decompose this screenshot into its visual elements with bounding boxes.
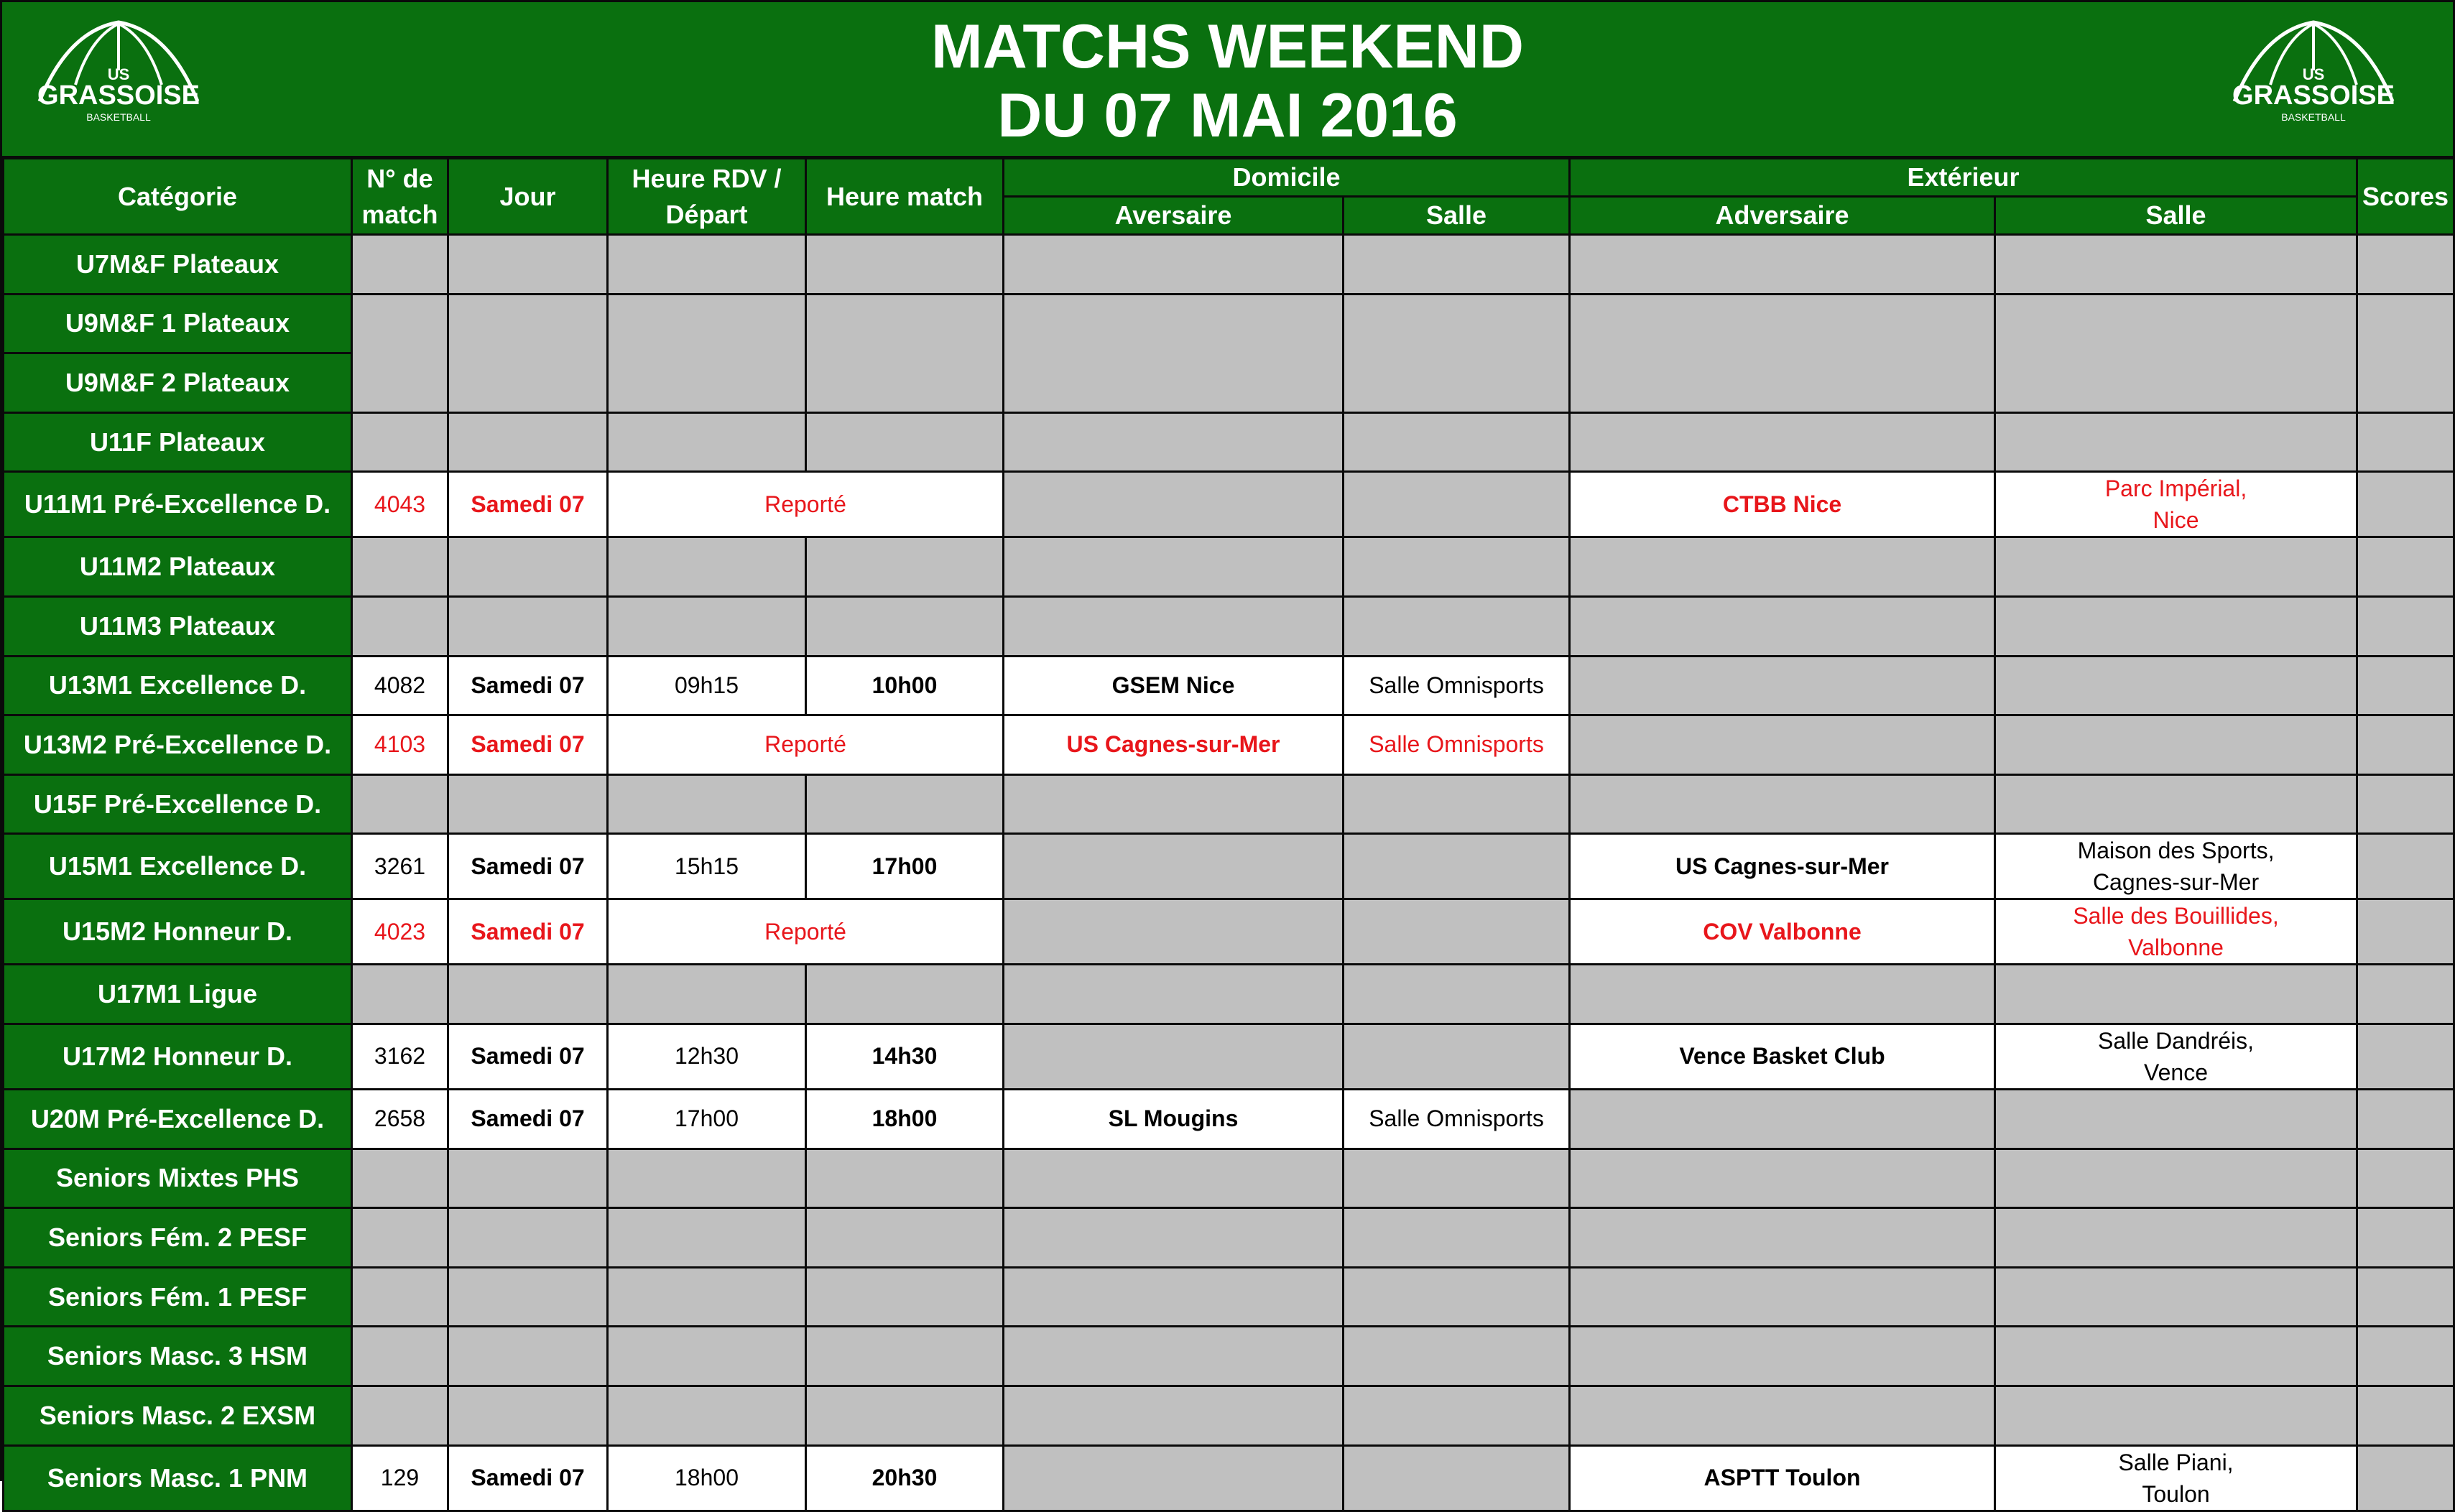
away-opponent-cell [1570, 1089, 1995, 1149]
away-venue-cell [1995, 1149, 2357, 1208]
away-venue-cell [1995, 715, 2357, 775]
match-number-cell [352, 1327, 448, 1386]
match-time-cell [806, 412, 1004, 472]
home-venue-cell: Salle Omnisports [1344, 656, 1570, 715]
category-cell: U13M2 Pré-Excellence D. [4, 715, 352, 775]
table-row [4, 596, 2454, 656]
home-venue-cell [1344, 235, 1570, 294]
svg-text:US: US [107, 65, 130, 83]
match-time-cell [806, 294, 1004, 412]
score-cell [2357, 294, 2454, 412]
home-venue-cell [1344, 596, 1570, 656]
home-opponent-cell [1004, 1149, 1344, 1208]
away-venue-cell [1995, 965, 2357, 1024]
match-number-cell [352, 294, 448, 412]
away-venue-cell [1995, 412, 2357, 472]
match-time-cell [806, 1267, 1004, 1327]
postponed-cell: Reporté [608, 715, 1004, 775]
away-opponent-cell [1570, 774, 1995, 834]
home-venue-cell [1344, 899, 1570, 965]
home-venue-cell [1344, 1267, 1570, 1327]
basketball-logo-icon [2220, 17, 2407, 139]
header-jour: Jour [448, 159, 608, 235]
away-venue-cell [1995, 294, 2357, 412]
away-venue-cell: Salle Piani, Toulon [1995, 1445, 2357, 1511]
away-venue-cell [1995, 596, 2357, 656]
day-cell: Samedi 07 [448, 656, 608, 715]
table-row [4, 294, 2454, 353]
svg-text:GRASSOISE: GRASSOISE [37, 80, 200, 111]
match-number-cell: 4103 [352, 715, 448, 775]
category-cell: U15F Pré-Excellence D. [4, 774, 352, 834]
svg-text:BASKETBALL: BASKETBALL [2281, 111, 2346, 123]
home-opponent-cell [1004, 1208, 1344, 1268]
match-number-cell: 4082 [352, 656, 448, 715]
away-opponent-cell [1570, 1208, 1995, 1268]
away-venue-cell [1995, 537, 2357, 597]
day-cell [448, 412, 608, 472]
away-opponent-cell [1570, 1149, 1995, 1208]
day-cell: Samedi 07 [448, 899, 608, 965]
home-venue-cell [1344, 412, 1570, 472]
score-cell [2357, 899, 2454, 965]
away-opponent-cell [1570, 235, 1995, 294]
away-opponent-cell [1570, 412, 1995, 472]
table-row [4, 235, 2454, 294]
day-cell: Samedi 07 [448, 715, 608, 775]
match-time-cell: 18h00 [806, 1089, 1004, 1149]
header-domicile: Domicile [1004, 159, 1570, 197]
home-venue-cell [1344, 1445, 1570, 1511]
postponed-cell: Reporté [608, 899, 1004, 965]
category-cell: Seniors Fém. 2 PESF [4, 1208, 352, 1268]
score-cell [2357, 1208, 2454, 1268]
home-venue-cell: Salle Omnisports [1344, 715, 1570, 775]
rdv-time-cell: 12h30 [608, 1024, 806, 1089]
home-venue-cell [1344, 472, 1570, 537]
home-opponent-cell [1004, 596, 1344, 656]
match-time-cell: 20h30 [806, 1445, 1004, 1511]
away-venue-cell [1995, 1089, 2357, 1149]
home-venue-cell [1344, 965, 1570, 1024]
category-cell: Seniors Fém. 1 PESF [4, 1267, 352, 1327]
home-opponent-cell [1004, 1267, 1344, 1327]
score-cell [2357, 656, 2454, 715]
header-ext-adversaire: Adversaire [1570, 197, 1995, 235]
away-opponent-cell: Vence Basket Club [1570, 1024, 1995, 1089]
score-cell [2357, 965, 2454, 1024]
day-cell: Samedi 07 [448, 1445, 608, 1511]
score-cell [2357, 1386, 2454, 1445]
match-number-cell [352, 1386, 448, 1445]
rdv-time-cell: 15h15 [608, 834, 806, 899]
home-opponent-cell [1004, 1024, 1344, 1089]
table-row [4, 412, 2454, 472]
home-opponent-cell: US Cagnes-sur-Mer [1004, 715, 1344, 775]
away-venue-cell [1995, 774, 2357, 834]
home-opponent-cell [1004, 412, 1344, 472]
home-opponent-cell [1004, 472, 1344, 537]
score-cell [2357, 774, 2454, 834]
score-cell [2357, 235, 2454, 294]
away-opponent-cell [1570, 537, 1995, 597]
home-opponent-cell [1004, 294, 1344, 412]
rdv-time-cell [608, 235, 806, 294]
match-time-cell [806, 596, 1004, 656]
match-time-cell [806, 1386, 1004, 1445]
match-time-cell [806, 1327, 1004, 1386]
home-venue-cell: Salle Omnisports [1344, 1089, 1570, 1149]
match-time-cell [806, 1208, 1004, 1268]
header-scores: Scores [2357, 159, 2454, 235]
table-row [4, 656, 2454, 715]
rdv-time-cell [608, 1386, 806, 1445]
table-row [4, 774, 2454, 834]
day-cell [448, 1386, 608, 1445]
away-venue-cell [1995, 1208, 2357, 1268]
day-cell [448, 774, 608, 834]
away-venue-cell [1995, 1267, 2357, 1327]
category-cell: U20M Pré-Excellence D. [4, 1089, 352, 1149]
away-venue-cell [1995, 235, 2357, 294]
home-opponent-cell: GSEM Nice [1004, 656, 1344, 715]
title-line-1: MATCHS WEEKEND [931, 12, 1524, 81]
table-row [4, 1445, 2454, 1511]
table-row [4, 1024, 2454, 1089]
home-opponent-cell [1004, 1386, 1344, 1445]
match-number-cell: 129 [352, 1445, 448, 1511]
day-cell [448, 965, 608, 1024]
category-cell: U17M2 Honneur D. [4, 1024, 352, 1089]
match-time-cell: 14h30 [806, 1024, 1004, 1089]
rdv-time-cell [608, 1327, 806, 1386]
home-opponent-cell [1004, 1327, 1344, 1386]
category-cell: U11M1 Pré-Excellence D. [4, 472, 352, 537]
category-cell: U17M1 Ligue [4, 965, 352, 1024]
rdv-time-cell [608, 596, 806, 656]
home-venue-cell [1344, 1327, 1570, 1386]
away-venue-cell [1995, 1386, 2357, 1445]
match-time-cell [806, 774, 1004, 834]
score-cell [2357, 1327, 2454, 1386]
away-opponent-cell [1570, 1327, 1995, 1386]
home-venue-cell [1344, 774, 1570, 834]
score-cell [2357, 1024, 2454, 1089]
category-cell: U9M&F 1 Plateaux [4, 294, 352, 353]
table-row [4, 899, 2454, 965]
rdv-time-cell [608, 537, 806, 597]
svg-text:BASKETBALL: BASKETBALL [86, 111, 151, 123]
match-number-cell: 4043 [352, 472, 448, 537]
day-cell [448, 235, 608, 294]
day-cell: Samedi 07 [448, 834, 608, 899]
table-row [4, 1208, 2454, 1268]
day-cell [448, 537, 608, 597]
match-number-cell [352, 412, 448, 472]
match-time-cell [806, 965, 1004, 1024]
score-cell [2357, 596, 2454, 656]
score-cell [2357, 1267, 2454, 1327]
home-opponent-cell [1004, 774, 1344, 834]
category-cell: U15M1 Excellence D. [4, 834, 352, 899]
table-row [4, 834, 2454, 899]
home-opponent-cell: SL Mougins [1004, 1089, 1344, 1149]
match-number-cell: 4023 [352, 899, 448, 965]
match-number-cell: 2658 [352, 1089, 448, 1149]
day-cell: Samedi 07 [448, 1024, 608, 1089]
away-opponent-cell: COV Valbonne [1570, 899, 1995, 965]
match-number-cell [352, 965, 448, 1024]
away-opponent-cell [1570, 294, 1995, 412]
day-cell [448, 1208, 608, 1268]
header-dom-salle: Salle [1344, 197, 1570, 235]
home-venue-cell [1344, 1024, 1570, 1089]
rdv-time-cell [608, 774, 806, 834]
header-exterieur: Extérieur [1570, 159, 2357, 197]
away-opponent-cell: CTBB Nice [1570, 472, 1995, 537]
day-cell: Samedi 07 [448, 1089, 608, 1149]
away-opponent-cell [1570, 965, 1995, 1024]
away-opponent-cell [1570, 596, 1995, 656]
table-row [4, 715, 2454, 775]
match-time-cell: 17h00 [806, 834, 1004, 899]
table-row [4, 472, 2454, 537]
home-opponent-cell [1004, 834, 1344, 899]
home-venue-cell [1344, 1149, 1570, 1208]
score-cell [2357, 834, 2454, 899]
match-number-cell [352, 1267, 448, 1327]
day-cell [448, 1327, 608, 1386]
table-row [4, 1267, 2454, 1327]
category-cell: U11F Plateaux [4, 412, 352, 472]
home-opponent-cell [1004, 1445, 1344, 1511]
title-banner [2, 2, 2453, 158]
away-venue-cell: Salle Dandréis, Vence [1995, 1024, 2357, 1089]
header-ext-salle: Salle [1995, 197, 2357, 235]
day-cell [448, 1149, 608, 1208]
match-number-cell [352, 235, 448, 294]
away-venue-cell: Maison des Sports, Cagnes-sur-Mer [1995, 834, 2357, 899]
category-cell: Seniors Mixtes PHS [4, 1149, 352, 1208]
match-time-cell [806, 1149, 1004, 1208]
rdv-time-cell [608, 1149, 806, 1208]
score-cell [2357, 715, 2454, 775]
home-venue-cell [1344, 1386, 1570, 1445]
away-opponent-cell: ASPTT Toulon [1570, 1445, 1995, 1511]
home-venue-cell [1344, 834, 1570, 899]
away-opponent-cell [1570, 1386, 1995, 1445]
category-cell: U9M&F 2 Plateaux [4, 353, 352, 413]
home-opponent-cell [1004, 235, 1344, 294]
category-cell: Seniors Masc. 2 EXSM [4, 1386, 352, 1445]
rdv-time-cell [608, 1267, 806, 1327]
category-cell: U13M1 Excellence D. [4, 656, 352, 715]
match-time-cell: 10h00 [806, 656, 1004, 715]
home-venue-cell [1344, 1208, 1570, 1268]
day-cell [448, 596, 608, 656]
score-cell [2357, 537, 2454, 597]
page-title [2, 12, 2453, 150]
header-heure-rdv: Heure RDV / Départ [608, 159, 806, 235]
table-row [4, 965, 2454, 1024]
schedule-body [4, 235, 2454, 1511]
away-opponent-cell [1570, 656, 1995, 715]
category-cell: U15M2 Honneur D. [4, 899, 352, 965]
away-opponent-cell: US Cagnes-sur-Mer [1570, 834, 1995, 899]
postponed-cell: Reporté [608, 472, 1004, 537]
club-logo-right [2220, 17, 2407, 139]
away-venue-cell [1995, 1327, 2357, 1386]
score-cell [2357, 1445, 2454, 1511]
match-time-cell [806, 235, 1004, 294]
away-venue-cell: Parc Impérial, Nice [1995, 472, 2357, 537]
away-opponent-cell [1570, 715, 1995, 775]
header-dom-adversaire: Aversaire [1004, 197, 1344, 235]
day-cell [448, 294, 608, 412]
svg-text:GRASSOISE: GRASSOISE [2232, 80, 2395, 111]
category-cell: U11M3 Plateaux [4, 596, 352, 656]
category-cell: U11M2 Plateaux [4, 537, 352, 597]
home-venue-cell [1344, 537, 1570, 597]
table-row [4, 1327, 2454, 1386]
home-opponent-cell [1004, 965, 1344, 1024]
match-number-cell [352, 774, 448, 834]
score-cell [2357, 1149, 2454, 1208]
score-cell [2357, 472, 2454, 537]
rdv-time-cell [608, 965, 806, 1024]
category-cell: Seniors Masc. 3 HSM [4, 1327, 352, 1386]
rdv-time-cell [608, 412, 806, 472]
header-categorie: Catégorie [4, 159, 352, 235]
title-line-2: DU 07 MAI 2016 [997, 81, 1458, 150]
day-cell [448, 1267, 608, 1327]
rdv-time-cell: 09h15 [608, 656, 806, 715]
category-cell: U7M&F Plateaux [4, 235, 352, 294]
score-cell [2357, 1089, 2454, 1149]
svg-text:US: US [2302, 65, 2325, 83]
rdv-time-cell [608, 1208, 806, 1268]
match-number-cell [352, 596, 448, 656]
match-time-cell [806, 537, 1004, 597]
home-opponent-cell [1004, 537, 1344, 597]
home-venue-cell [1344, 294, 1570, 412]
match-number-cell [352, 1208, 448, 1268]
match-number-cell: 3261 [352, 834, 448, 899]
away-venue-cell [1995, 656, 2357, 715]
match-number-cell: 3162 [352, 1024, 448, 1089]
header-num-match: N° de match [352, 159, 448, 235]
away-venue-cell: Salle des Bouillides, Valbonne [1995, 899, 2357, 965]
table-row [4, 537, 2454, 597]
score-cell [2357, 412, 2454, 472]
header-heure-match: Heure match [806, 159, 1004, 235]
category-cell: Seniors Masc. 1 PNM [4, 1445, 352, 1511]
schedule-table [2, 157, 2455, 1512]
rdv-time-cell [608, 294, 806, 412]
table-row [4, 1089, 2454, 1149]
rdv-time-cell: 17h00 [608, 1089, 806, 1149]
day-cell: Samedi 07 [448, 472, 608, 537]
table-row [4, 1149, 2454, 1208]
home-opponent-cell [1004, 899, 1344, 965]
away-opponent-cell [1570, 1267, 1995, 1327]
match-number-cell [352, 537, 448, 597]
table-row [4, 1386, 2454, 1445]
rdv-time-cell: 18h00 [608, 1445, 806, 1511]
match-number-cell [352, 1149, 448, 1208]
